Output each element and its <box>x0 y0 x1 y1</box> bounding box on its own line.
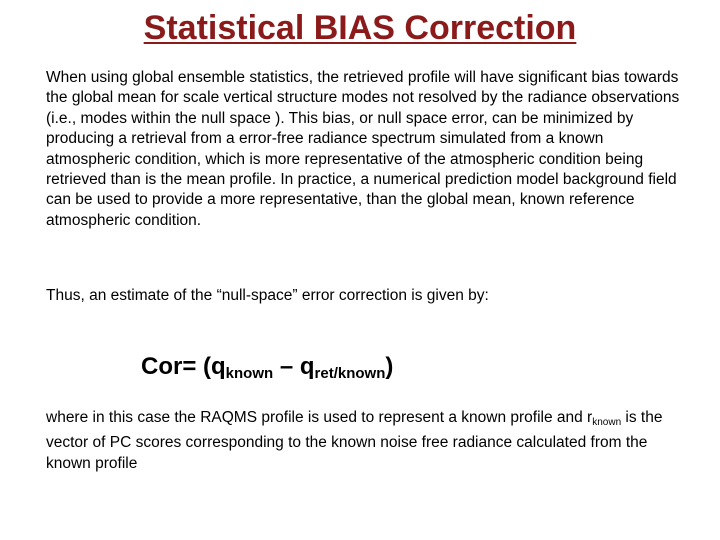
explanation-part2: is the vector of PC scores corresponding to the known noise free radiance calculated from the known profile <box>46 409 663 472</box>
formula-prefix: Cor= (q <box>141 353 226 380</box>
formula-middle: – q <box>273 353 315 380</box>
correction-formula <box>141 350 393 391</box>
explanation-subscript-known: known <box>592 417 622 428</box>
intro-paragraph: When using global ensemble statistics, the retrieved profile will have significant bias towards the global mean for scale vertical structure modes not resolved by the radiance observations (i.e., modes within the null space ). This bias, or null space error, can be minimized by producing a retrieval from a error-free radiance spectrum simulated from a known atmospheric condition, which is more representative of the atmospheric condition being retrieved than is the mean profile. In practice, a numerical prediction model background field can be used to provide a more representative, than the global mean, known reference atmospheric condition. <box>46 69 680 229</box>
slide-title <box>0 6 720 50</box>
slide-title-text: Statistical BIAS Correction <box>143 9 577 47</box>
formula-subscript-ret-known: ret/known <box>314 365 386 382</box>
explanation-paragraph <box>46 408 682 474</box>
estimate-paragraph: Thus, an estimate of the “null-space” error correction is given by: <box>46 287 489 304</box>
explanation-part1: where in this case the RAQMS profile is used to represent a known profile and r <box>46 409 593 426</box>
formula-subscript-known: known <box>225 365 274 382</box>
formula-suffix: ) <box>385 353 394 380</box>
